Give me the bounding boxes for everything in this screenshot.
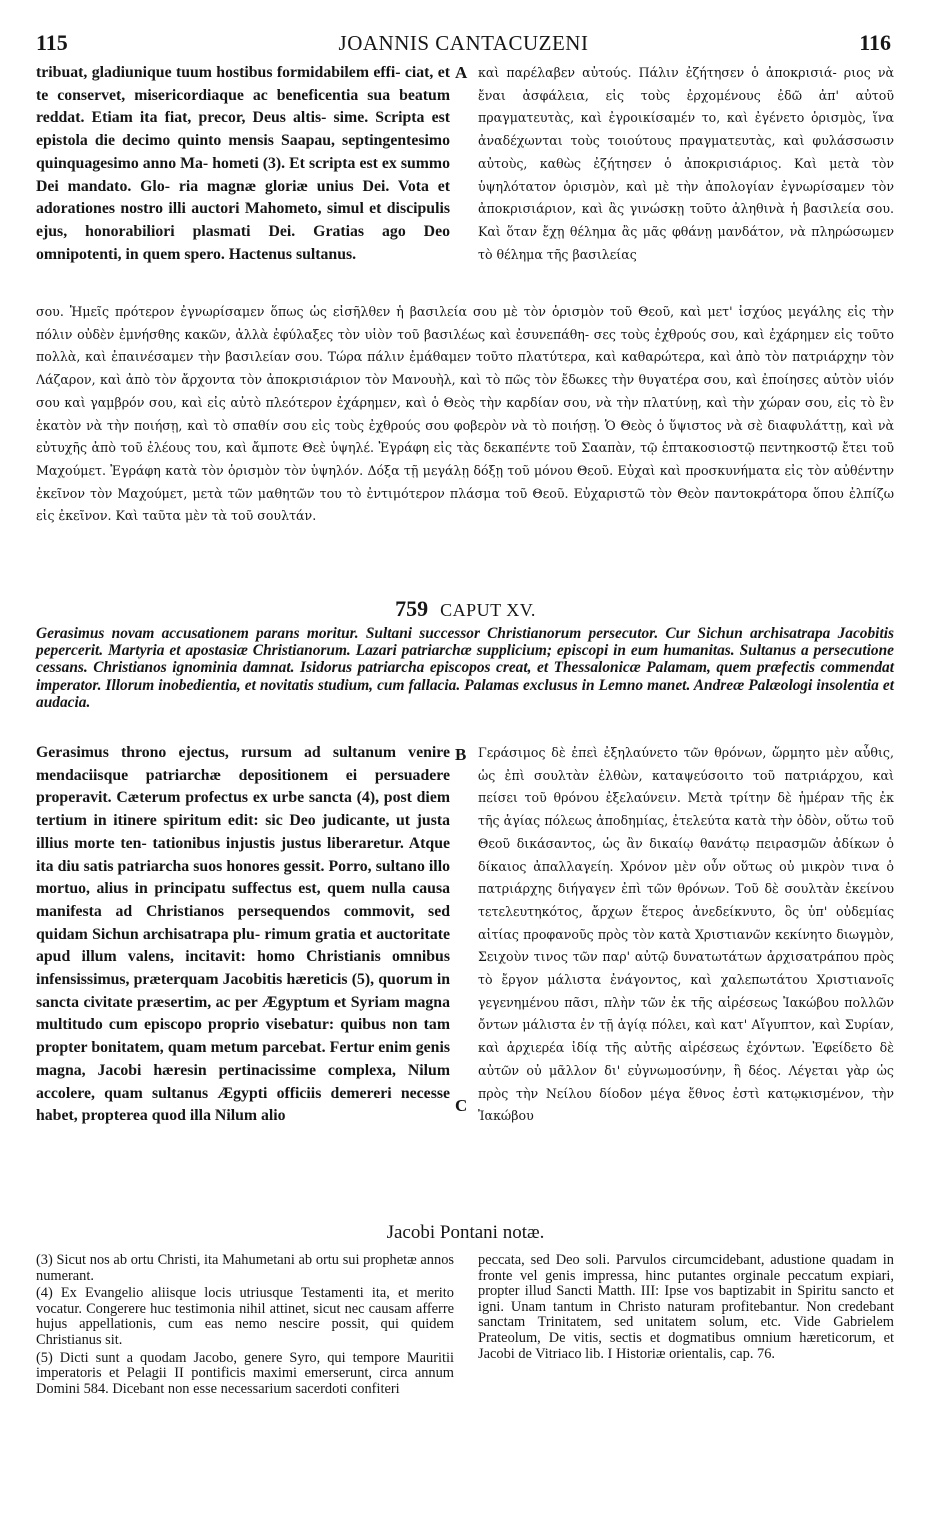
greek-full-width: σου. Ἡμεῖς πρότερον ἐγνωρίσαμεν ὅπως ὡς εἰσῆλθεν ἡ βασιλεία σου μὲ τὸν ὁρισμὸν τοῦ Θεοῦ, καὶ μετ' ἰσχύος μεγάλης εἰς τὴν πόλιν οὐδὲν ἐμνήσθης κακῶν, ἀλλὰ ἐφύλαξες τὸν υἱὸν τοῦ βασιλέως καὶ ἐσυνεπάθη- σες τοὺς ἐχθρούς σου, καὶ ἐχάρημεν εἰς τοῦτο πολλὰ, καὶ ἐπαινέσαμεν τὴν βασιλείαν σου. Τώρα πάλιν ἐμάθαμεν τοῦτο πλατύτερα, καὶ καθαρώτερα, καὶ ἀπὸ τὸν πατριάρχην τὸν Λάζαρον, καὶ ἀπὸ τὸν ἄρχοντα τὸν ἀποκρισιάριον τὸν Μανουὴλ, καὶ τὸ πῶς τὸν ἔδωκες τὴν θυγατέρα σου, καὶ ἐποίησες αὐτὸν υἱόν σου καὶ γαμβρόν σου, καὶ εἰς αὐτὸ πλεότερον ἐχάρημεν, καὶ ὁ Θεὸς τὴν καρδίαν σου, νὰ τὴν πλατύνῃ, καὶ τὴν χώραν σου, εἰς τὸ ἓν ἑκατὸν νὰ τὴν ποιήσῃ, καὶ τὸ σπαθίν σου εἰς τοὺς ἐχθρούς σου φοβερὸν νὰ τὸ ποιήσῃ. Ὁ Θεὸς ὁ ὕψιστος νὰ σὲ διαφυλάττῃ, καὶ νὰ εὐτυχῆς ἀπὸ τοῦ ἐλέους του, καὶ ἄμποτε Θεὲ ὑψηλέ. Ἐγράφη εἰς τὰς δεκαπέντε τοῦ Σααπὰν, τῷ ἑπτακοσιοστῷ πεντηκοστῷ ἔτει τοῦ Μαχούμετ. Ἐγράφη κατὰ τὸν ὁρισμὸν τὸν ὑψηλόν. Δόξα τῇ μεγάλῃ δόξῃ τοῦ μόνου Θεοῦ. Εὐχαὶ καὶ προσκυνήματα εἰς τὸν αὐθέντην ἐκεῖνον τὸν Μαχούμετ, μετὰ τῶν μαθητῶν του τὸ ἐντιμότερον πλάσμα τοῦ Θεοῦ. Εὐχαριστῶ τὸν Θεὸν παντοκράτορα ὅπου ἐλπίζω εἰς ἐκεῖνον. Καὶ ταῦτα μὲν τὰ τοῦ σουλτάν.	[36, 304, 894, 524]
page-header	[36, 30, 891, 58]
note-3: (3) Sicut nos ab ortu Christi, ita Mahumetani ab ortu sui prophetæ annos numerant.	[36, 1252, 454, 1284]
left-page-number: 115	[36, 30, 68, 55]
margin-letter-b: B	[455, 745, 467, 764]
chapter-heading	[0, 596, 931, 622]
chapter-label: CAPUT XV.	[440, 600, 536, 620]
margin-letter-a: A	[455, 63, 468, 82]
notes-left-column	[36, 1253, 454, 1399]
note-4: (4) Ex Evangelio aliisque locis utriusque Testamenti ita, et merito vocatur. Congerere huc testimonia nihil attinet, sicut nec causam afferre hujus appellationis, cum eas nemo nescire possit, qui quidem Christianus sit.	[36, 1285, 454, 1348]
chapter-number: 759	[395, 596, 429, 621]
latin-column-top: tribuat, gladiunique tuum hostibus formidabilem effi- ciat, et te conservet, misericordiaque ac beneficentia sua beatum reddat. Etiam ita fiat, precor, Deus altis- sime. Scripta est epistola die decimo quinto mensis Saapau, septingentesimo quinquagesimo anno Ma- hometi (3). Et scripta est ex summo Dei mandato. Glo- ria magnæ gloriæ unius Dei. Vota et adorationes nostro illi auctori Mahometo, simul et discipulis ejus, honorabiliori plasmati Dei. Gratias ago Deo omnipotenti, in quem spero. Hactenus sultanus.	[36, 64, 450, 263]
chapter-summary: Gerasimus novam accusationem parans moritur. Sultani successor Christianorum persecutor. Cur Sichun archisatrapa Jacobitis pepercerit. Martyria et apostasiæ Christianorum. Lazari patriarchæ supplicium; episcopi in eum humanitas. Sultanus a persecutione cessans. Christianos ignominia damnat. Isidorus patriarcha episcopos creat, et Thessalonicæ Palamam, quem præfectis commendat imperator. Illorum inobedientia, et novitatis studium, cum fallacia. Palamas exclusus in Lemno manet. Andreæ Palæologi insolentia et audacia.	[36, 625, 894, 711]
margin-letter-c: C	[455, 1096, 468, 1115]
greek-column-middle: Γεράσιμος δὲ ἐπεὶ ἐξηλαύνετο τῶν θρόνων, ὥρμητο μὲν αὖθις, ὡς ἐπὶ σουλτὰν ἐλθὼν, καταψεύσοιτο τοῦ πατριάρχου, καὶ πείσει τοῦ θρόνου ἐξελαύνειν. Μετὰ τρίτην δὲ ἡμέραν τῆς ἐκ τῆς ἁγίας πόλεως ἀποδημίας, ἐτελεύτα κατὰ τὴν ὁδὸν, οὕτω τοῦ Θεοῦ δικάσαντος, ὡς ἂν δικαίῳ θανάτῳ πειρασμῶν ἀδίκων ὁ δίκαιος ἀπαλλαγείη. Χρόνον μὲν οὖν οὕτως οὐ μικρὸν τινα ὁ πατριάρχης διήγαγεν ἐπὶ τῶν θρόνων. Τοῦ δὲ σουλτὰν ἐκείνου τετελευτηκότος, ἄρχων ἕτερος ἀνεδείκνυτο, ὃς ὑπ' οὐδεμίας αἰτίας προφανοῦς πρὸς τὸν κατὰ Χριστιανῶν κεκίνητο διωγμὸν, Σειχοὺν τινος τῶν παρ' αὐτῷ δυνατωτάτων ἀρχισατράπου πρὸς τὸ ἔργον μάλιστα ἐνάγοντος, καὶ χαλεπωτάτου Χριστιανοῖς γεγενημένου πᾶσι, πλὴν τῶν ἐκ τῆς αἱρέσεως Ἰακώβου πολλῶν ὄντων μάλιστα ἐν τῇ ἁγίᾳ πόλει, καὶ κατ' Αἴγυπτον, καὶ Συρίαν, καὶ ἀρχιερέα ἰδίᾳ τῆς αὐτῆς αἱρέσεως ἐχόντων. Ἐφείδετο δὲ αὐτῶν οὐ μᾶλλον δι' εὐγνωμοσύνην, ἢ δέος. Λέγεται γὰρ ὡς πρὸς τὴν Νείλου δίοδον μέγα ἔθνος ἐστὶ κατῳκισμένον, τὴν Ἰακώβου	[478, 745, 894, 1124]
notes-right-column: peccata, sed Deo soli. Parvulos circumcidebant, adustione quadam in fronte vel genis impressa, hinc putantes orginale peccatum expiari, propter illud Sancti Matth. III: Ipse vos baptizabit in Spiritu sancto et igni. Unam tantum in Christo naturam profitebantur. Non credebant sanctam Trinitatem, sed unitatem solum, etc. Vide Gabrielem Prateolum, De vitis, sectis et dogmatibus omnium hæreticorum, et Jacobi de Vitriaco lib. I Historiæ orientalis, cap. 76.	[478, 1252, 894, 1362]
latin-column-middle: Gerasimus throno ejectus, rursum ad sultanum venire mendaciisque patriarchæ depositionem ei persuadere properavit. Cæterum profectus ex urbe sancta (4), post diem tertium in itinere spiritum edit: sic Deo judicante, ut justa illius morte ten- tationibus injustis justus liberaretur. Atque ita diu satis patriarcha suos honores gessit. Porro, sultano illo mortuo, alius in principatu suffectus est, quem nulla causa manifesta ad Christianos persequendos commovit, sed quidam Sichun archisatrapa plu- rimum gratia et auctoritate apud illum valens, incitavit: homo Christianis omnibus infensissimus, præterquam Jacobitis hæreticis (5), quorum in sancta civitate præsertim, ac per Ægyptum et Syriam magna multitudo cum episcopo proprio visebatur: quibus non tam propter bonitatem, quam metum parcebat. Fertur enim genis magna, Jacobi hæresin pertinacissime complexa, Nilum accolere, quam sultanus Ægypti officiis demereri necesse habet, propterea quod illa Nilum alio	[36, 744, 450, 1125]
right-page-number: 116	[859, 30, 891, 55]
notes-title: Jacobi Pontani notæ.	[386, 1222, 545, 1243]
note-5: (5) Dicti sunt a quodam Jacobo, genere Syro, qui tempore Mauritii imperatoris et Pelagii II pontificis maximi emerserunt, circa annum Domini 584. Dicebant non esse necessarium sacerdoti confiteri	[36, 1349, 454, 1397]
running-title: JOANNIS CANTACUZENI	[338, 31, 589, 55]
greek-column-top: καὶ παρέλαβεν αὐτούς. Πάλιν ἐζήτησεν ὁ ἀποκρισιά- ριος νὰ ἔναι ἀσφάλεια, εἰς τοὺς ἐρχομένους ἐδῶ ἀπ' αὐτοῦ πραγματευτὰς, καὶ ἐγροικίσαμέν το, καὶ ἐγένετο ὁρισμὸς, ἵνα ἀναδέχωνται τοὺς τοιούτους πραγματευτὰς, καὶ φυλάσσωσιν αὐτοὺς, καθὼς ἐζήτησεν ὁ ἀποκρισιάριος. Καὶ μετὰ τὸν ὑψηλότατον ὁρισμὸν, καὶ μὲ τὴν ἀπολογίαν ἐγνωρίσαμεν τὸν ἀποκρισιάριον, καὶ ἂς γινώσκῃ τοῦτο ἀληθινὰ ἡ βασιλεία σου. Καὶ ὅταν ἔχῃ θέλημα ἂς μᾶς φθάνῃ μανδάτον, νὰ πληρώσωμεν τὸ θέλημα τῆς βασιλείας	[478, 65, 894, 262]
